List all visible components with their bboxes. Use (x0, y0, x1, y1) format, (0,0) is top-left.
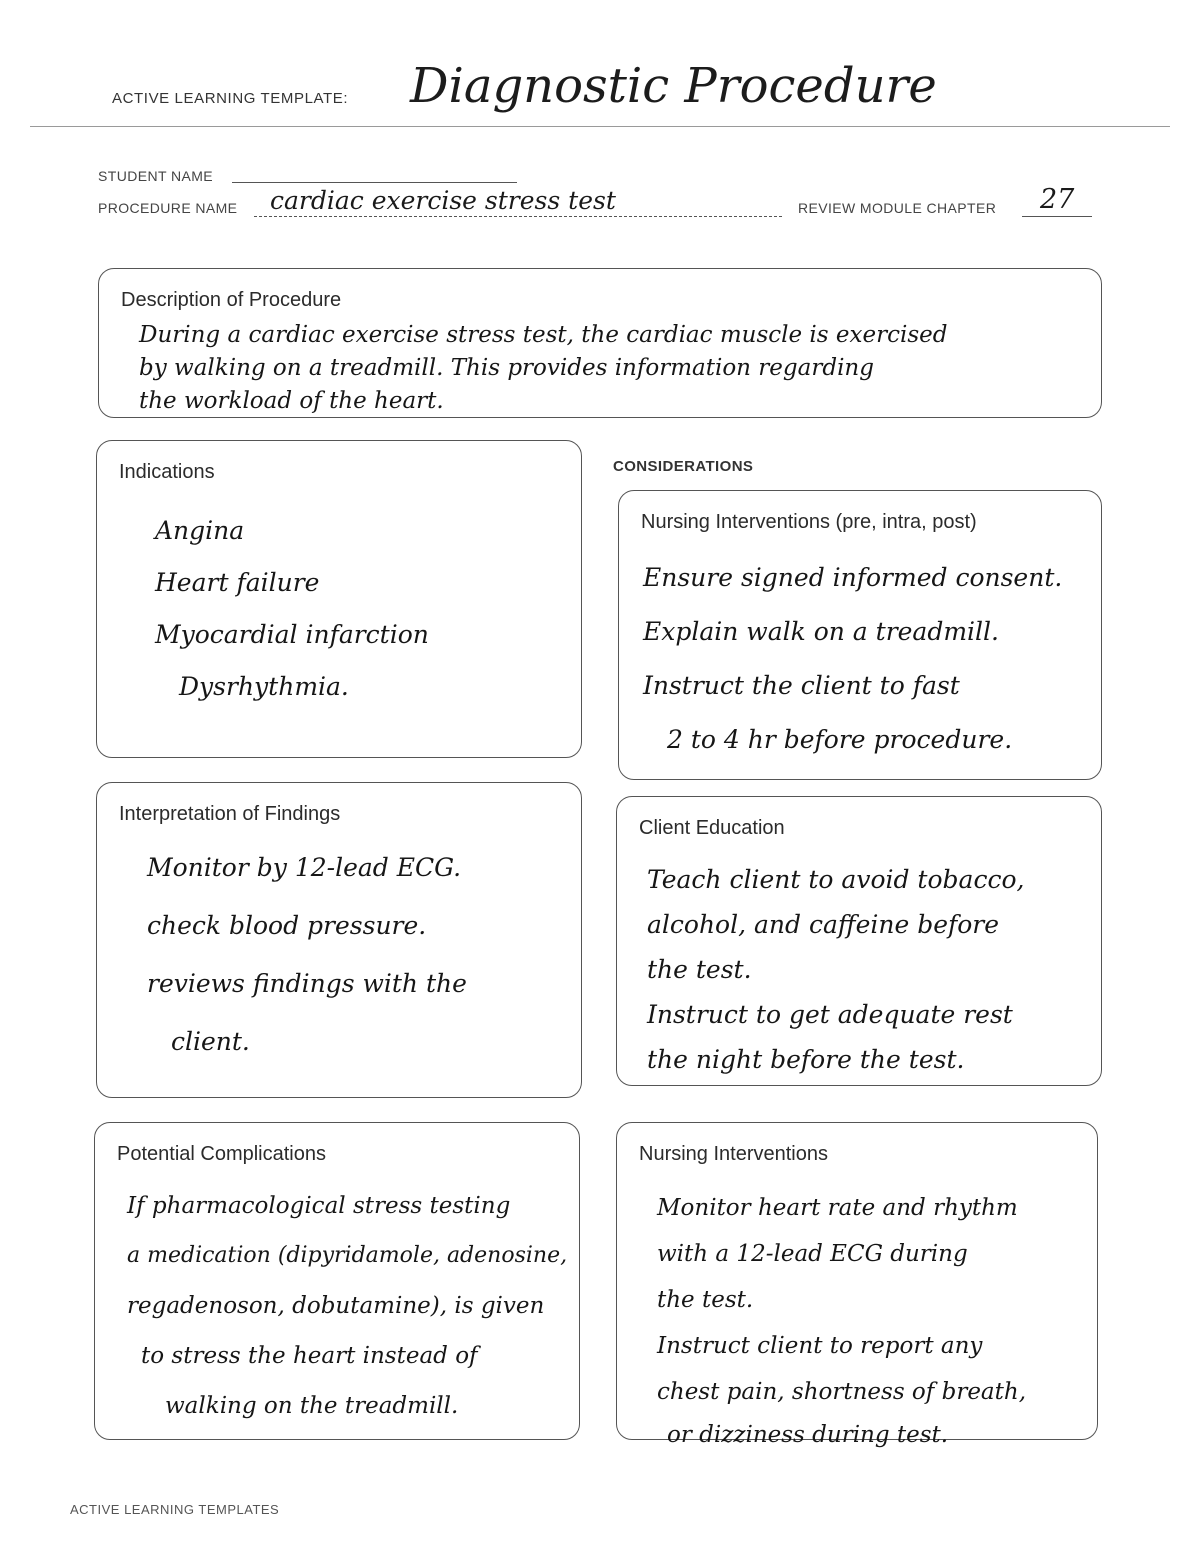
client-education-content (647, 857, 1085, 1082)
nursing-line: Instruct client to report any (657, 1333, 983, 1359)
interpretation-box (96, 782, 582, 1098)
client-education-line: Instruct to get adequate rest (647, 1000, 1013, 1029)
description-line: by walking on a treadmill. This provides information regarding (139, 355, 874, 381)
nursing-interventions-pre-box (618, 490, 1102, 780)
indications-box (96, 440, 582, 758)
indications-line: Myocardial infarction (155, 620, 429, 649)
nursing-line: with a 12-lead ECG during (657, 1241, 968, 1267)
description-line: During a cardiac exercise stress test, the cardiac muscle is exercised (139, 322, 948, 348)
nursing-interventions-pre-content (643, 551, 1085, 767)
description-box (98, 268, 1102, 418)
indications-title: Indications (119, 461, 215, 483)
client-education-title: Client Education (639, 817, 785, 839)
nursing-pre-line: 2 to 4 hr before procedure. (667, 725, 1013, 754)
description-content (139, 319, 1085, 418)
nursing-line: Monitor heart rate and rhythm (657, 1195, 1018, 1221)
procedure-name-field[interactable] (254, 216, 782, 217)
interpretation-title: Interpretation of Findings (119, 803, 341, 825)
indications-line: Heart failure (155, 568, 320, 597)
complications-line: regadenoson, dobutamine), is given (127, 1293, 545, 1319)
student-name-field[interactable] (232, 182, 517, 183)
complications-line: If pharmacological stress testing (127, 1193, 511, 1219)
nursing-line: or dizziness during test. (667, 1422, 949, 1448)
template-label: ACTIVE LEARNING TEMPLATE: (112, 90, 349, 107)
nursing-line: chest pain, shortness of breath, (657, 1379, 1027, 1405)
interpretation-line: client. (171, 1027, 250, 1056)
interpretation-line: check blood pressure. (147, 911, 427, 940)
complications-line: to stress the heart instead of (141, 1343, 478, 1369)
interpretation-content (147, 839, 565, 1071)
nursing-interventions-pre-title: Nursing Interventions (pre, intra, post) (641, 511, 977, 533)
procedure-name-value: cardiac exercise stress test (270, 186, 616, 215)
nursing-pre-line: Instruct the client to fast (643, 671, 960, 700)
indications-line: Angina (155, 516, 245, 545)
chapter-field[interactable] (1022, 216, 1092, 217)
client-education-line: the night before the test. (647, 1045, 965, 1074)
footer-label: ACTIVE LEARNING TEMPLATES (70, 1502, 280, 1517)
nursing-interventions-title: Nursing Interventions (639, 1143, 828, 1165)
complications-line: walking on the treadmill. (165, 1393, 459, 1419)
client-education-line: alcohol, and caffeine before (647, 910, 1000, 939)
client-education-box (616, 796, 1102, 1086)
description-line: the workload of the heart. (139, 388, 444, 414)
nursing-interventions-content (657, 1185, 1081, 1455)
indications-content (155, 505, 565, 713)
student-name-label: STUDENT NAME (98, 168, 213, 184)
complications-content (127, 1181, 568, 1431)
nursing-pre-line: Ensure signed informed consent. (643, 563, 1063, 592)
page-title: Diagnostic Procedure (410, 58, 937, 114)
chapter-value: 27 (1040, 184, 1075, 215)
interpretation-line: reviews findings with the (147, 969, 467, 998)
complications-line: a medication (dipyridamole, adenosine, (127, 1243, 568, 1268)
client-education-line: the test. (647, 955, 752, 984)
nursing-pre-line: Explain walk on a treadmill. (643, 617, 999, 646)
client-education-line: Teach client to avoid tobacco, (647, 865, 1025, 894)
complications-title: Potential Complications (117, 1143, 326, 1165)
nursing-line: the test. (657, 1287, 754, 1313)
description-title: Description of Procedure (121, 289, 342, 311)
header-divider (30, 126, 1170, 127)
complications-box (94, 1122, 580, 1440)
nursing-interventions-box (616, 1122, 1098, 1448)
interpretation-line: Monitor by 12-lead ECG. (147, 853, 462, 882)
indications-line: Dysrhythmia. (179, 672, 349, 701)
considerations-heading: CONSIDERATIONS (613, 458, 754, 475)
chapter-label: REVIEW MODULE CHAPTER (798, 200, 997, 216)
procedure-name-label: PROCEDURE NAME (98, 200, 238, 216)
